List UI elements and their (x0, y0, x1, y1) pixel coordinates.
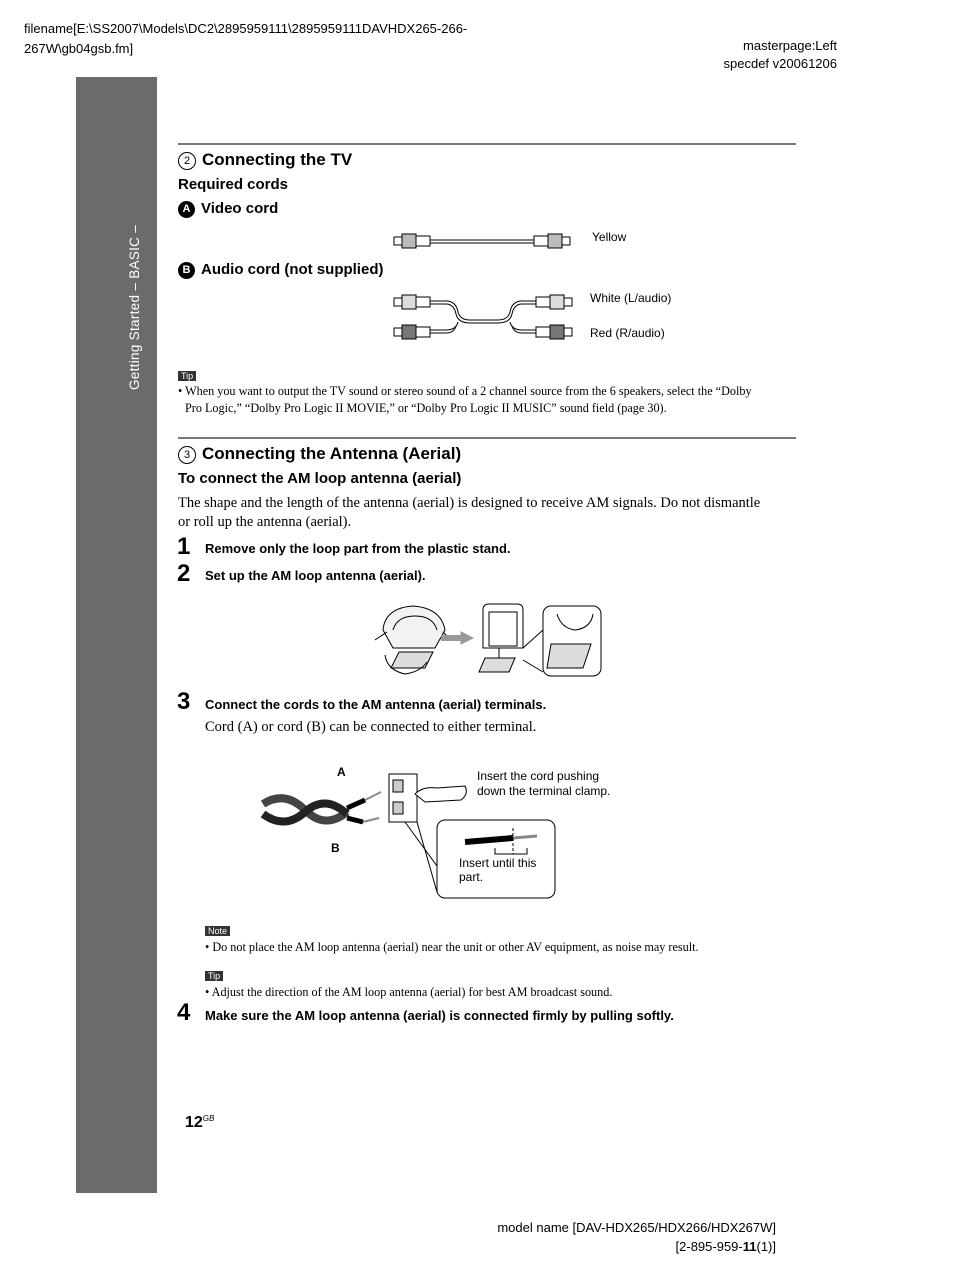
code-prefix: [2-895-959- (675, 1239, 743, 1254)
note-badge: Note (205, 926, 230, 936)
cord-letter-b: B (178, 262, 195, 279)
insert-until-label-2: part. (459, 870, 484, 884)
step-number: 4 (177, 999, 191, 1026)
step-number: 1 (177, 533, 191, 560)
audio-cord-illustration (390, 288, 590, 348)
filename-line-2: 267W\gb04gsb.fm] (24, 41, 134, 56)
tip-badge: Tip (205, 971, 223, 981)
video-cord-illustration (390, 228, 590, 254)
tip-text-line-1: • When you want to output the TV sound or stereo sound of a 2 channel source from the 6 speakers, select the “Dolby (178, 384, 752, 398)
model-name: model name [DAV-HDX265/HDX266/HDX267W] (497, 1220, 776, 1235)
tip-badge: Tip (178, 371, 196, 381)
required-cords-heading: Required cords (178, 176, 289, 193)
code-suffix: (1)] (756, 1239, 776, 1254)
intro-line-2: or roll up the antenna (aerial). (178, 514, 352, 530)
section-number-circle: 2 (178, 152, 196, 170)
step-text: Set up the AM loop antenna (aerial). (205, 568, 426, 583)
section-2-heading (178, 150, 352, 170)
section-title: Connecting the TV (202, 150, 353, 169)
step-text: Make sure the AM loop antenna (aerial) is connected firmly by pulling softly. (205, 1008, 674, 1023)
code-bold: 11 (742, 1239, 757, 1254)
section-rule (178, 143, 796, 145)
section-3-heading (178, 444, 461, 464)
antenna-setup-illustration (365, 600, 605, 680)
cord-label-b: B (331, 841, 340, 855)
sidebar-band (76, 77, 157, 1193)
insert-push-label-2: down the terminal clamp. (477, 784, 611, 798)
red-label: Red (R/audio) (590, 326, 665, 340)
step-text: Remove only the loop part from the plastic stand. (205, 541, 511, 556)
cord-label-a: A (337, 765, 346, 779)
white-label: White (L/audio) (590, 291, 672, 305)
insert-push-label-1: Insert the cord pushing (477, 769, 600, 783)
section-rule (178, 437, 796, 439)
section-number-circle: 3 (178, 446, 196, 464)
intro-line-1: The shape and the length of the antenna (aerial) is designed to receive AM signals. Do not dismantle (178, 495, 761, 511)
page-number-suffix: GB (202, 1114, 215, 1123)
sidebar-section-label: Getting Started – BASIC – (127, 224, 142, 390)
specdef-label: specdef v20061206 (723, 56, 837, 71)
page-number (185, 1114, 214, 1132)
filename-line-1: filename[E:\SS2007\Models\DC2\2895959111\2895959111DAVHDX265-266- (24, 21, 468, 36)
audio-cord-heading (178, 261, 383, 279)
cord-letter-a: A (178, 201, 195, 218)
step-number: 3 (177, 688, 191, 715)
insert-until-label-1: Insert until this (459, 856, 537, 870)
yellow-label: Yellow (592, 230, 627, 244)
page-number-value: 12 (185, 1114, 203, 1131)
note-text: • Do not place the AM loop antenna (aerial) near the unit or other AV equipment, as noise may result. (205, 940, 699, 954)
tip-text: • Adjust the direction of the AM loop antenna (aerial) for best AM broadcast sound. (205, 985, 613, 999)
cord-label: Video cord (201, 200, 279, 217)
document-code (676, 1238, 776, 1255)
video-cord-heading (178, 200, 278, 218)
tip-text-line-2: Pro Logic,” “Dolby Pro Logic II MOVIE,” or “Dolby Pro Logic II MUSIC” sound field (page 30). (185, 401, 667, 415)
step-text: Connect the cords to the AM antenna (aerial) terminals. (205, 697, 547, 712)
step-number: 2 (177, 560, 191, 587)
section-title: Connecting the Antenna (Aerial) (202, 444, 462, 463)
am-loop-subheading: To connect the AM loop antenna (aerial) (178, 470, 462, 487)
cord-label: Audio cord (not supplied) (201, 261, 384, 278)
masterpage-label: masterpage:Left (743, 38, 837, 53)
step-sub-text: Cord (A) or cord (B) can be connected to either terminal. (205, 719, 537, 735)
